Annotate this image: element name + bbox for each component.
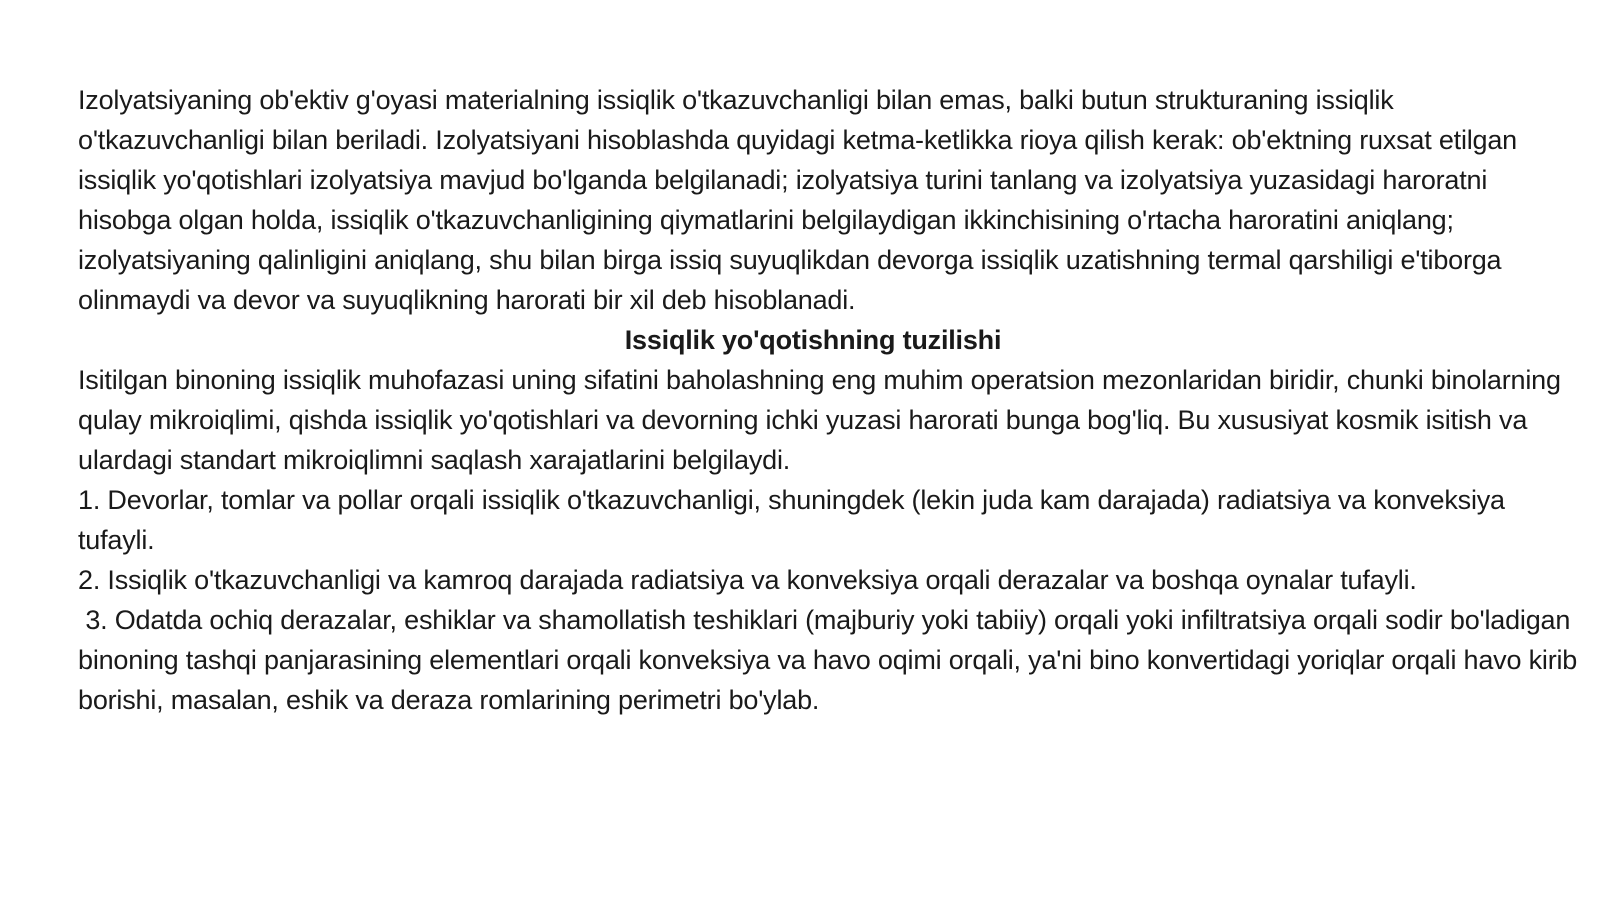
list-item-3: 3. Odatda ochiq derazalar, eshiklar va shamollatish teshiklari (majburiy yoki tabiiy) orqali yoki infiltratsiya orqali sodir bo'ladigan binoning tashqi panjarasining elementlari orqali konveksiya va havo oqimi orqali, ya'ni bino konvertidagi yoriqlar orqali havo kirib borishi, masalan, eshik va deraza romlarining perimetri bo'ylab.	[78, 605, 1585, 715]
section-heading	[78, 320, 1578, 360]
slide-text-body	[78, 80, 1585, 720]
section-heading-text: Issiqlik yo'qotishning tuzilishi	[624, 325, 1002, 355]
body-paragraph: Isitilgan binoning issiqlik muhofazasi uning sifatini baholashning eng muhim operatsion mezonlaridan biridir, chunki binolarning qulay mikroiqlimi, qishda issiqlik yo'qotishlari va devorning ichki yuzasi harorati bunga bog'liq. Bu xususiyat kosmik isitish va ulardagi standart mikroiqlimni saqlash xarajatlarini belgilaydi.	[78, 365, 1561, 475]
list-item-1: 1. Devorlar, tomlar va pollar orqali issiqlik o'tkazuvchanligi, shuningdek (lekin juda kam darajada) radiatsiya va konveksiya tufayli.	[78, 485, 1505, 555]
list-item-2: 2. Issiqlik o'tkazuvchanligi va kamroq darajada radiatsiya va konveksiya orqali derazalar va boshqa oynalar tufayli.	[78, 565, 1417, 595]
intro-paragraph: Izolyatsiyaning ob'ektiv g'oyasi materialning issiqlik o'tkazuvchanligi bilan emas, balki butun strukturaning issiqlik o'tkazuvchanligi bilan beriladi. Izolyatsiyani hisoblashda quyidagi ketma-ketlikka rioya qilish kerak: ob'ektning ruxsat etilgan issiqlik yo'qotishlari izolyatsiya mavjud bo'lganda belgilanadi; izolyatsiya turini tanlang va izolyatsiya yuzasidagi haroratni hisobga olgan holda, issiqlik o'tkazuvchanligining qiymatlarini belgilaydigan ikkinchisining o'rtacha haroratini aniqlang; izolyatsiyaning qalinligini aniqlang, shu bilan birga issiq suyuqlikdan devorga issiqlik uzatishning termal qarshiligi e'tiborga olinmaydi va devor va suyuqlikning harorati bir xil deb hisoblanadi.	[78, 85, 1517, 315]
